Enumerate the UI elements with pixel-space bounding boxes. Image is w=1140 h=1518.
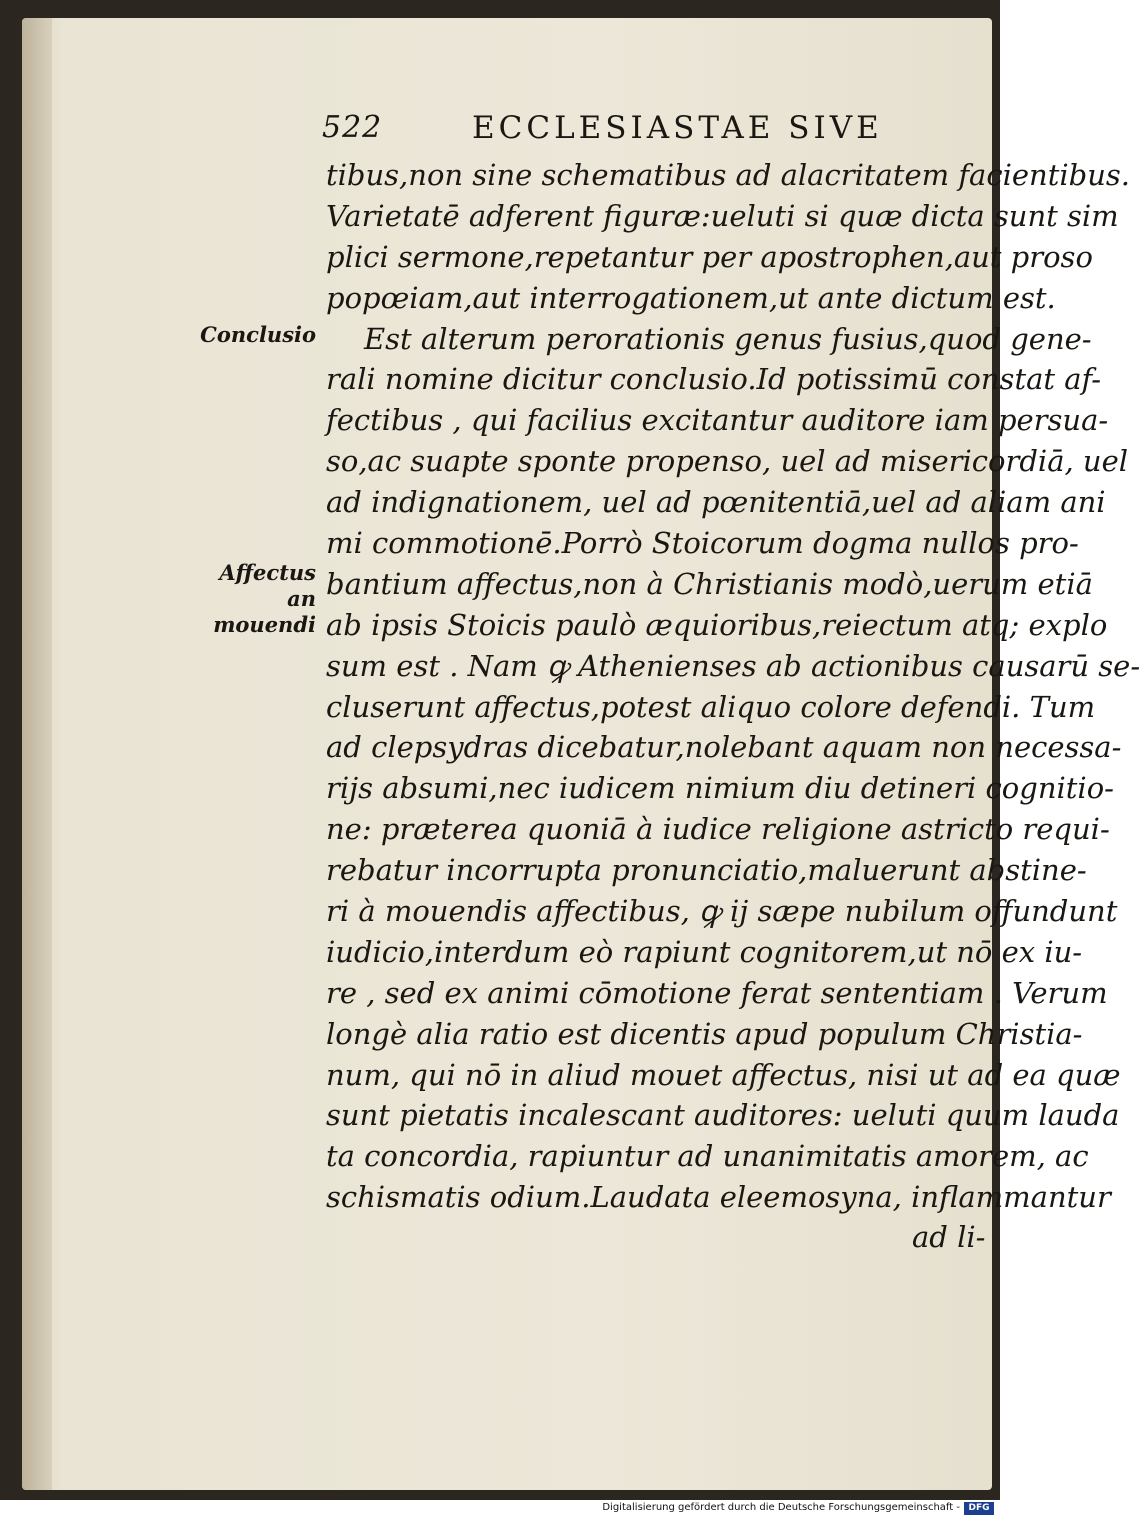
text-line: ad indignationem, uel ad pœnitentiā,uel ad aliam ani bbox=[326, 485, 1106, 520]
running-title: ECCLESIASTAE SIVE bbox=[472, 110, 883, 146]
running-head bbox=[322, 110, 912, 154]
text-line: mi commotionē.Porrò Stoicorum dogma nullos pro- bbox=[326, 526, 1079, 561]
catchword: ad li- bbox=[912, 1220, 986, 1254]
text-line: Est alterum perorationis genus fusius,quod gene- bbox=[364, 321, 1092, 356]
text-line: iudicio,interdum eò rapiunt cognitorem,ut nō ex iu- bbox=[326, 934, 1083, 969]
text-line: longè alia ratio est dicentis apud populum Christia- bbox=[326, 1016, 1083, 1051]
text-line: ta concordia, rapiuntur ad unanimitatis amorem, ac bbox=[326, 1139, 1089, 1174]
text-line: tibus,non sine schematibus ad alacritatem facientibus. bbox=[326, 158, 1130, 192]
text-line: sunt pietatis incalescant auditores: ueluti quum lauda bbox=[326, 1098, 1120, 1133]
text-line: so,ac suapte sponte propenso, uel ad misericordiā, uel bbox=[326, 444, 1129, 479]
text-line: rali nomine dicitur conclusio.Id potissimū constat af- bbox=[326, 362, 1102, 397]
text-line: Varietatē adferent figuræ:ueluti si quæ dicta sunt sim bbox=[326, 198, 1119, 233]
body-text bbox=[326, 155, 1140, 1218]
text-line: rebatur incorrupta pronunciatio,maluerunt abstine- bbox=[326, 853, 1087, 888]
text-line: fectibus , qui facilius excitantur auditore iam persua- bbox=[326, 403, 1109, 438]
text-line: num, qui nō in aliud mouet affectus, nisi ut ad ea quæ bbox=[326, 1057, 1121, 1092]
text-line: ri à mouendis affectibus, ꝙ ij sæpe nubilum offundunt bbox=[326, 894, 1118, 929]
text-line: re , sed ex animi cōmotione ferat sententiam . Verum bbox=[326, 975, 1108, 1010]
footer-bar bbox=[0, 1500, 1000, 1518]
text-line: bantium affectus,non à Christianis modò,uerum etiā bbox=[326, 566, 1093, 601]
digitization-credit: Digitalisierung gefördert durch die Deutsche Forschungsgemeinschaft - bbox=[602, 1502, 960, 1513]
text-line: cluserunt affectus,potest aliquo colore defendi. Tum bbox=[326, 689, 1096, 724]
text-line: ab ipsis Stoicis paulò æquioribus,reiectum atq; explo bbox=[326, 607, 1108, 642]
text-line: popœiam,aut interrogationem,ut ante dictum est. bbox=[326, 280, 1056, 315]
text-line: rijs absumi,nec iudicem nimium diu detineri cognitio- bbox=[326, 771, 1114, 806]
page-number: 522 bbox=[322, 110, 383, 145]
page-gutter-shadow bbox=[22, 18, 52, 1490]
margin-note-affectus: Affectus an mouendi bbox=[213, 560, 316, 637]
text-line: schismatis odium.Laudata eleemosyna, inflammantur bbox=[326, 1180, 1111, 1215]
dfg-logo-icon[interactable]: DFG bbox=[964, 1502, 994, 1515]
text-line: sum est . Nam ꝙ Athenienses ab actionibus causarū se- bbox=[326, 648, 1140, 683]
text-line: plici sermone,repetantur per apostrophen,aut proso bbox=[326, 239, 1093, 274]
text-line: ad clepsydras dicebatur,nolebant aquam non necessa- bbox=[326, 730, 1122, 765]
text-line: ne: præterea quoniā à iudice religione astricto requi- bbox=[326, 812, 1110, 847]
margin-note-conclusio: Conclusio bbox=[200, 322, 316, 347]
